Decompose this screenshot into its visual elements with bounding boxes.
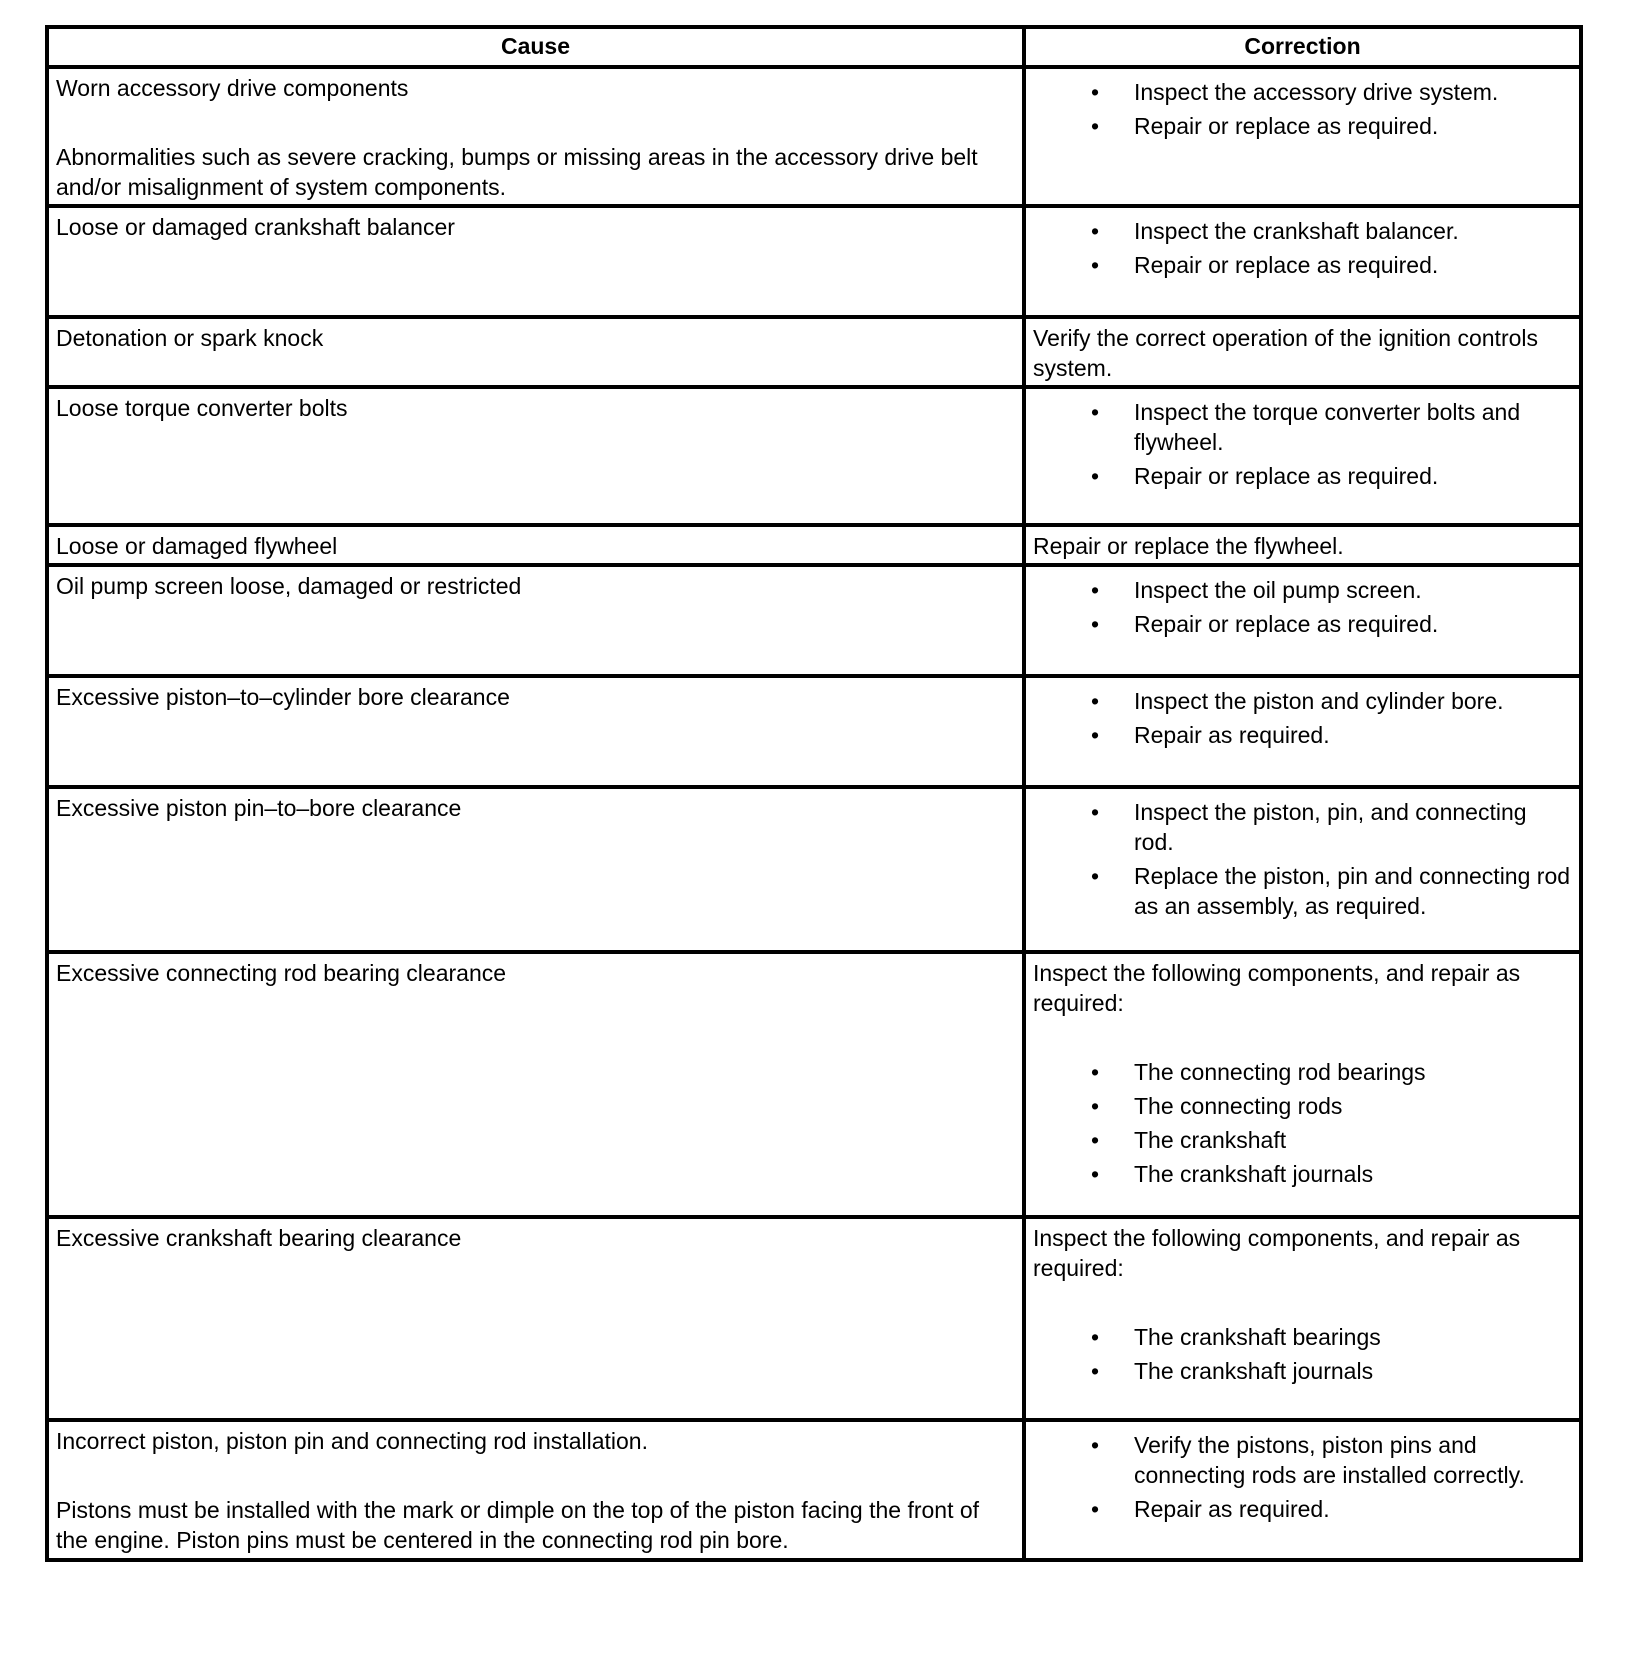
correction-list xyxy=(1033,216,1572,280)
cause-cell xyxy=(47,676,1024,787)
correction-text: Inspect the following components, and repair as required: xyxy=(1033,1225,1521,1281)
list-item-text: Verify the pistons, piston pins and connecting rods are installed correctly. xyxy=(1134,1432,1525,1488)
cause-detail-text: Pistons must be installed with the mark or dimple on the top of the piston facing the front of the engine. Piston pins must be centered in the connecting rod pin bore. xyxy=(56,1497,980,1553)
list-item xyxy=(1033,609,1572,639)
list-item-text: Inspect the accessory drive system. xyxy=(1134,79,1499,105)
table-row xyxy=(47,525,1581,565)
list-item-text: Inspect the crankshaft balancer. xyxy=(1134,218,1459,244)
bullet-icon: • xyxy=(1090,252,1100,278)
correction-list xyxy=(1033,1430,1572,1524)
bullet-icon: • xyxy=(1090,79,1100,105)
table-row xyxy=(47,1420,1581,1560)
bullet-icon: • xyxy=(1090,863,1100,889)
list-item-text: The crankshaft xyxy=(1134,1127,1287,1153)
list-item xyxy=(1033,1057,1572,1087)
header-correction: Correction xyxy=(1024,27,1581,67)
list-item-text: The crankshaft bearings xyxy=(1134,1324,1381,1350)
list-item xyxy=(1033,1430,1572,1490)
table-row xyxy=(47,317,1581,387)
correction-list xyxy=(1033,575,1572,639)
list-item xyxy=(1033,1322,1572,1352)
list-item xyxy=(1033,397,1572,457)
list-item xyxy=(1033,216,1572,246)
cause-text: Incorrect piston, piston pin and connecting rod installation. xyxy=(56,1428,648,1454)
table-body xyxy=(47,67,1581,1560)
bullet-icon: • xyxy=(1090,1161,1100,1187)
list-item-text: The connecting rod bearings xyxy=(1134,1059,1426,1085)
list-item xyxy=(1033,250,1572,280)
list-item-text: The connecting rods xyxy=(1134,1093,1343,1119)
bullet-icon: • xyxy=(1090,1496,1100,1522)
correction-text: Inspect the following components, and repair as required: xyxy=(1033,960,1521,1016)
correction-cell xyxy=(1024,67,1581,206)
list-item xyxy=(1033,1091,1572,1121)
bullet-icon: • xyxy=(1090,1093,1100,1119)
list-item-text: Repair or replace as required. xyxy=(1134,113,1439,139)
list-item-text: Repair or replace as required. xyxy=(1134,611,1439,637)
cause-text: Loose torque converter bolts xyxy=(56,395,348,421)
header-cause: Cause xyxy=(47,27,1024,67)
bullet-icon: • xyxy=(1090,799,1100,825)
correction-cell xyxy=(1024,317,1581,387)
list-item-text: Repair as required. xyxy=(1134,722,1330,748)
list-item xyxy=(1033,77,1572,107)
bullet-icon: • xyxy=(1090,113,1100,139)
correction-cell xyxy=(1024,387,1581,525)
correction-text: Verify the correct operation of the ignition controls system. xyxy=(1033,325,1539,381)
bullet-icon: • xyxy=(1090,1432,1100,1458)
correction-cell xyxy=(1024,206,1581,317)
cause-text: Loose or damaged crankshaft balancer xyxy=(56,214,455,240)
cause-cell xyxy=(47,787,1024,952)
cause-text: Excessive connecting rod bearing clearance xyxy=(56,960,507,986)
bullet-icon: • xyxy=(1090,1127,1100,1153)
list-item-text: Repair or replace as required. xyxy=(1134,252,1439,278)
correction-cell xyxy=(1024,525,1581,565)
correction-list xyxy=(1033,1057,1572,1189)
list-item xyxy=(1033,1494,1572,1524)
cause-text: Excessive piston pin–to–bore clearance xyxy=(56,795,462,821)
list-item xyxy=(1033,1125,1572,1155)
cause-cell xyxy=(47,952,1024,1217)
bullet-icon: • xyxy=(1090,1324,1100,1350)
correction-list xyxy=(1033,1322,1572,1386)
correction-list xyxy=(1033,397,1572,491)
list-item-text: Inspect the oil pump screen. xyxy=(1134,577,1422,603)
table-row xyxy=(47,565,1581,676)
correction-cell xyxy=(1024,565,1581,676)
cause-cell xyxy=(47,67,1024,206)
table-row xyxy=(47,206,1581,317)
table-row xyxy=(47,787,1581,952)
bullet-icon: • xyxy=(1090,218,1100,244)
table-row xyxy=(47,387,1581,525)
list-item xyxy=(1033,461,1572,491)
list-item xyxy=(1033,1356,1572,1386)
list-item xyxy=(1033,861,1572,921)
cause-cell xyxy=(47,1217,1024,1420)
list-item xyxy=(1033,575,1572,605)
correction-list xyxy=(1033,686,1572,750)
cause-text: Excessive crankshaft bearing clearance xyxy=(56,1225,462,1251)
cause-cell xyxy=(47,317,1024,387)
bullet-icon: • xyxy=(1090,611,1100,637)
list-item-text: Inspect the piston and cylinder bore. xyxy=(1134,688,1504,714)
cause-cell xyxy=(47,206,1024,317)
cause-text: Loose or damaged flywheel xyxy=(56,533,338,559)
list-item xyxy=(1033,797,1572,857)
diagnostic-table xyxy=(45,25,1583,1562)
cause-text: Oil pump screen loose, damaged or restricted xyxy=(56,573,522,599)
bullet-icon: • xyxy=(1090,399,1100,425)
cause-text: Detonation or spark knock xyxy=(56,325,324,351)
bullet-icon: • xyxy=(1090,722,1100,748)
table-row xyxy=(47,1217,1581,1420)
list-item-text: Repair as required. xyxy=(1134,1496,1330,1522)
correction-list xyxy=(1033,797,1572,921)
correction-text: Repair or replace the flywheel. xyxy=(1033,533,1344,559)
cause-detail-text: Abnormalities such as severe cracking, bumps or missing areas in the accessory drive belt and/or misalignment of system components. xyxy=(56,144,978,200)
table-row xyxy=(47,67,1581,206)
cause-cell xyxy=(47,525,1024,565)
table-row xyxy=(47,676,1581,787)
bullet-icon: • xyxy=(1090,463,1100,489)
list-item xyxy=(1033,720,1572,750)
list-item xyxy=(1033,686,1572,716)
list-item xyxy=(1033,111,1572,141)
correction-cell xyxy=(1024,1217,1581,1420)
correction-cell xyxy=(1024,787,1581,952)
cause-text: Excessive piston–to–cylinder bore clearance xyxy=(56,684,510,710)
cause-cell xyxy=(47,565,1024,676)
bullet-icon: • xyxy=(1090,1358,1100,1384)
list-item-text: Replace the piston, pin and connecting rod as an assembly, as required. xyxy=(1134,863,1571,919)
correction-cell xyxy=(1024,952,1581,1217)
cause-cell xyxy=(47,1420,1024,1560)
correction-cell xyxy=(1024,1420,1581,1560)
table-header-row xyxy=(47,27,1581,67)
cause-cell xyxy=(47,387,1024,525)
list-item-text: The crankshaft journals xyxy=(1134,1161,1374,1187)
bullet-icon: • xyxy=(1090,577,1100,603)
list-item xyxy=(1033,1159,1572,1189)
bullet-icon: • xyxy=(1090,1059,1100,1085)
correction-list xyxy=(1033,77,1572,141)
correction-cell xyxy=(1024,676,1581,787)
bullet-icon: • xyxy=(1090,688,1100,714)
list-item-text: The crankshaft journals xyxy=(1134,1358,1374,1384)
table-row xyxy=(47,952,1581,1217)
list-item-text: Inspect the torque converter bolts and flywheel. xyxy=(1134,399,1521,455)
list-item-text: Repair or replace as required. xyxy=(1134,463,1439,489)
cause-text: Worn accessory drive components xyxy=(56,75,409,101)
list-item-text: Inspect the piston, pin, and connecting rod. xyxy=(1134,799,1527,855)
